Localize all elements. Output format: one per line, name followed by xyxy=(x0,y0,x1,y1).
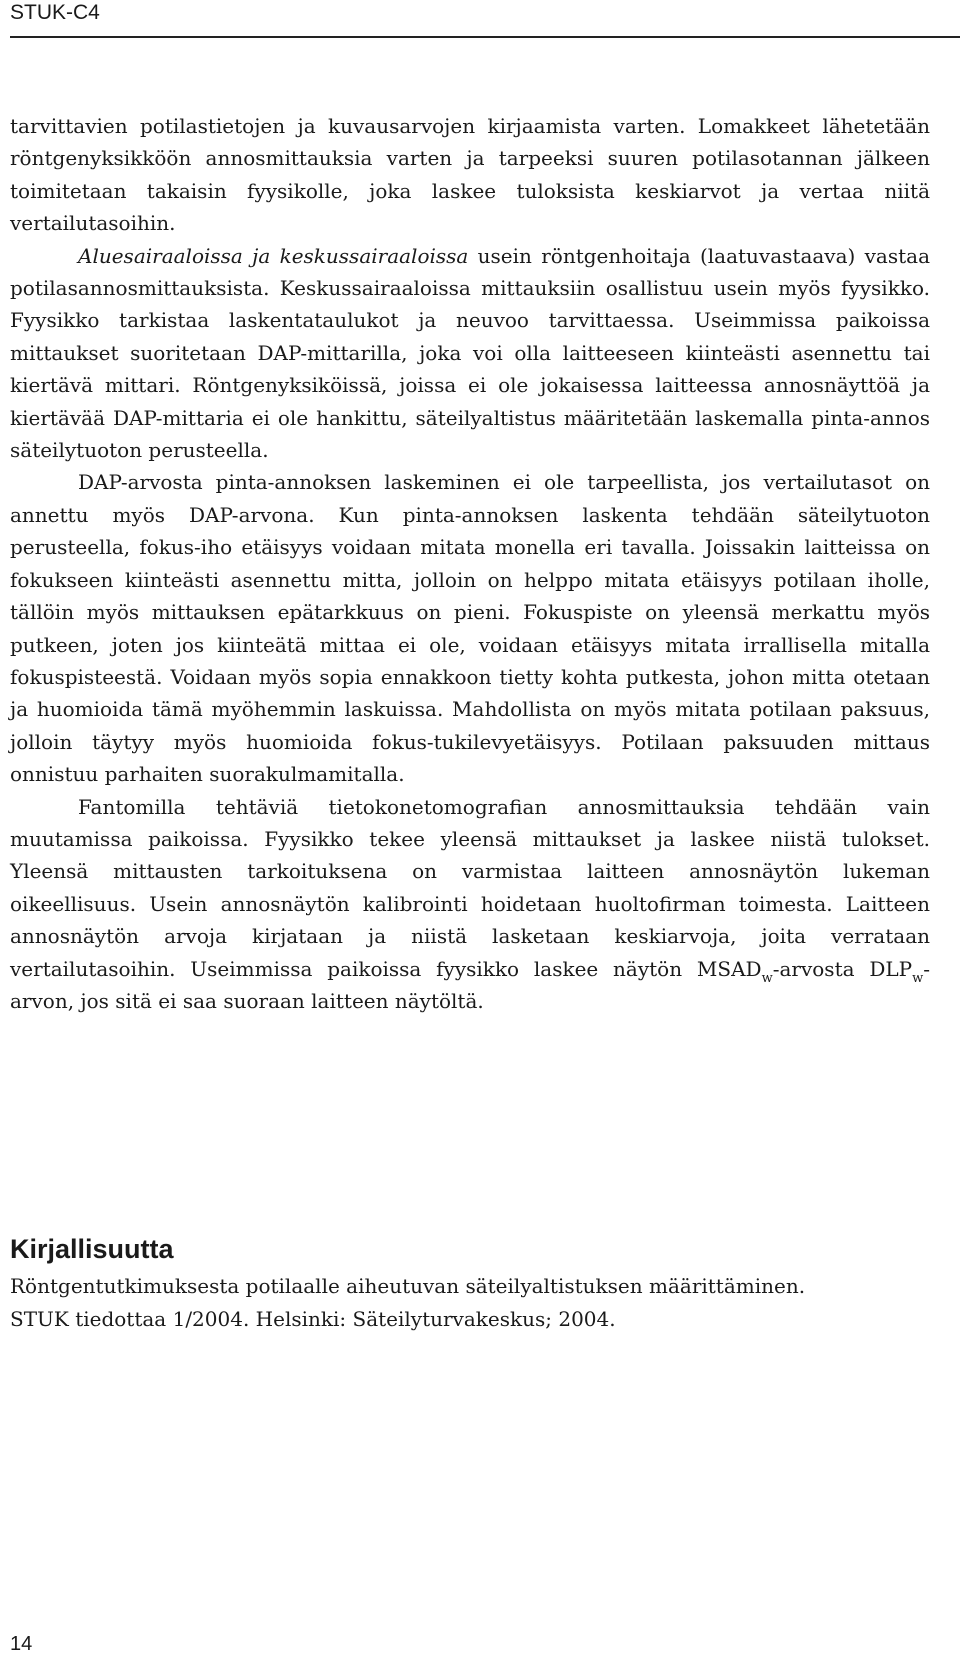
paragraph-2-italic-lead: Aluesairaaloissa ja keskussairaaloissa xyxy=(78,243,469,268)
reference-line-2: STUK tiedottaa 1/2004. Helsinki: Säteilyturvakeskus; 2004. xyxy=(10,1307,616,1331)
msad-term: MSAD xyxy=(696,956,762,981)
dlp-subscript: w xyxy=(912,970,924,986)
paragraph-4-text: Fantomilla tehtäviä tietokonetomografian annosmittauksia tehdään vain muutamissa paikoissa. Fyysikko tekee yleensä mittaukset ja laskee niistä tulokset. Yleensä mittausten tarkoituksena on varmistaa laitteen annosnäytön lukeman oikeellisuus. Usein annosnäytön kalibrointi hoidetaan huoltofirman toimesta. Laitteen annosnäytön arvoja kirjataan ja niistä lasketaan keskiarvoja, joita verrataan vertailutasoihin. Useimmissa paikoissa fyysikko laskee näytön xyxy=(10,794,930,981)
paragraph-1: tarvittavien potilastietojen ja kuvausarvojen kirjaamista varten. Lomakkeet lähetetään röntgenyksikköön annosmittauksia varten ja tarpeeksi suuren potilasotannan jälkeen toimitetaan takaisin fyysikolle, joka laskee tuloksista keskiarvot ja vertaa niitä vertailutasoihin. xyxy=(10,114,930,236)
msad-subscript: w xyxy=(761,970,773,986)
reference-line-1: Röntgentutkimuksesta potilaalle aiheutuvan säteilyaltistuksen määrittäminen. xyxy=(10,1274,806,1298)
paragraph-3: DAP-arvosta pinta-annoksen laskeminen ei ole tarpeellista, jos vertailutasot on annettu myös DAP-arvona. Kun pinta-annoksen laskenta tehdään säteilytuoton perusteella, fokus-iho etäisyys voidaan mitata monella eri tavalla. Joissakin laitteissa on fokukseen kiinteästi asennettu mitta, jolloin on helppo mitata etäisyys potilaan iholle, tällöin myös mittauksen epätarkkuus on pieni. Fokuspiste on yleensä merkattu myös putkeen, joten jos kiinteätä mittaa ei ole, voidaan etäisyys mitata irrallisella mitalla fokuspisteestä. Voidaan myös sopia ennakkoon tietty kohta putkesta, johon mitta otetaan ja huomioida tämä myöhemmin laskuissa. Mahdollista on myös mitata potilaan paksuus, jolloin täytyy myös huomioida fokus-tukilevyetäisyys. Potilaan paksuuden mittaus onnistuu parhaiten suorakulmamitalla. xyxy=(10,470,930,787)
paragraph-4 xyxy=(10,791,930,1018)
page-number: 14 xyxy=(10,1633,33,1655)
paragraph-2 xyxy=(10,240,930,467)
reference-list xyxy=(10,1270,950,1336)
header-label: STUK-C4 xyxy=(10,1,100,24)
body-text xyxy=(10,110,930,1017)
running-header xyxy=(10,0,960,38)
literature-heading: Kirjallisuutta xyxy=(10,1234,174,1264)
paragraph-4-end: -arvon, jos sitä ei saa suoraan laitteen näytöltä. xyxy=(10,956,930,1013)
dlp-term: -arvosta DLP xyxy=(772,956,913,981)
paragraph-2-text: usein röntgenhoitaja (laatuvastaava) vastaa potilasannosmittauksista. Keskussairaaloissa mittauksiin osallistuu usein myös fyysikko. Fyysikko tarkistaa laskentataulukot ja neuvoo tarvittaessa. Useimmissa paikoissa mittaukset suoritetaan DAP-mittarilla, joka voi olla laitteeseen kiinteästi asennettu tai kiertävä mittari. Röntgenyksiköissä, joissa ei ole jokaisessa laitteessa annosnäyttöä ja kiertävää DAP-mittaria ei ole hankittu, säteilyaltistus määritetään laskemalla pinta-annos säteilytuoton perusteella. xyxy=(10,243,930,463)
